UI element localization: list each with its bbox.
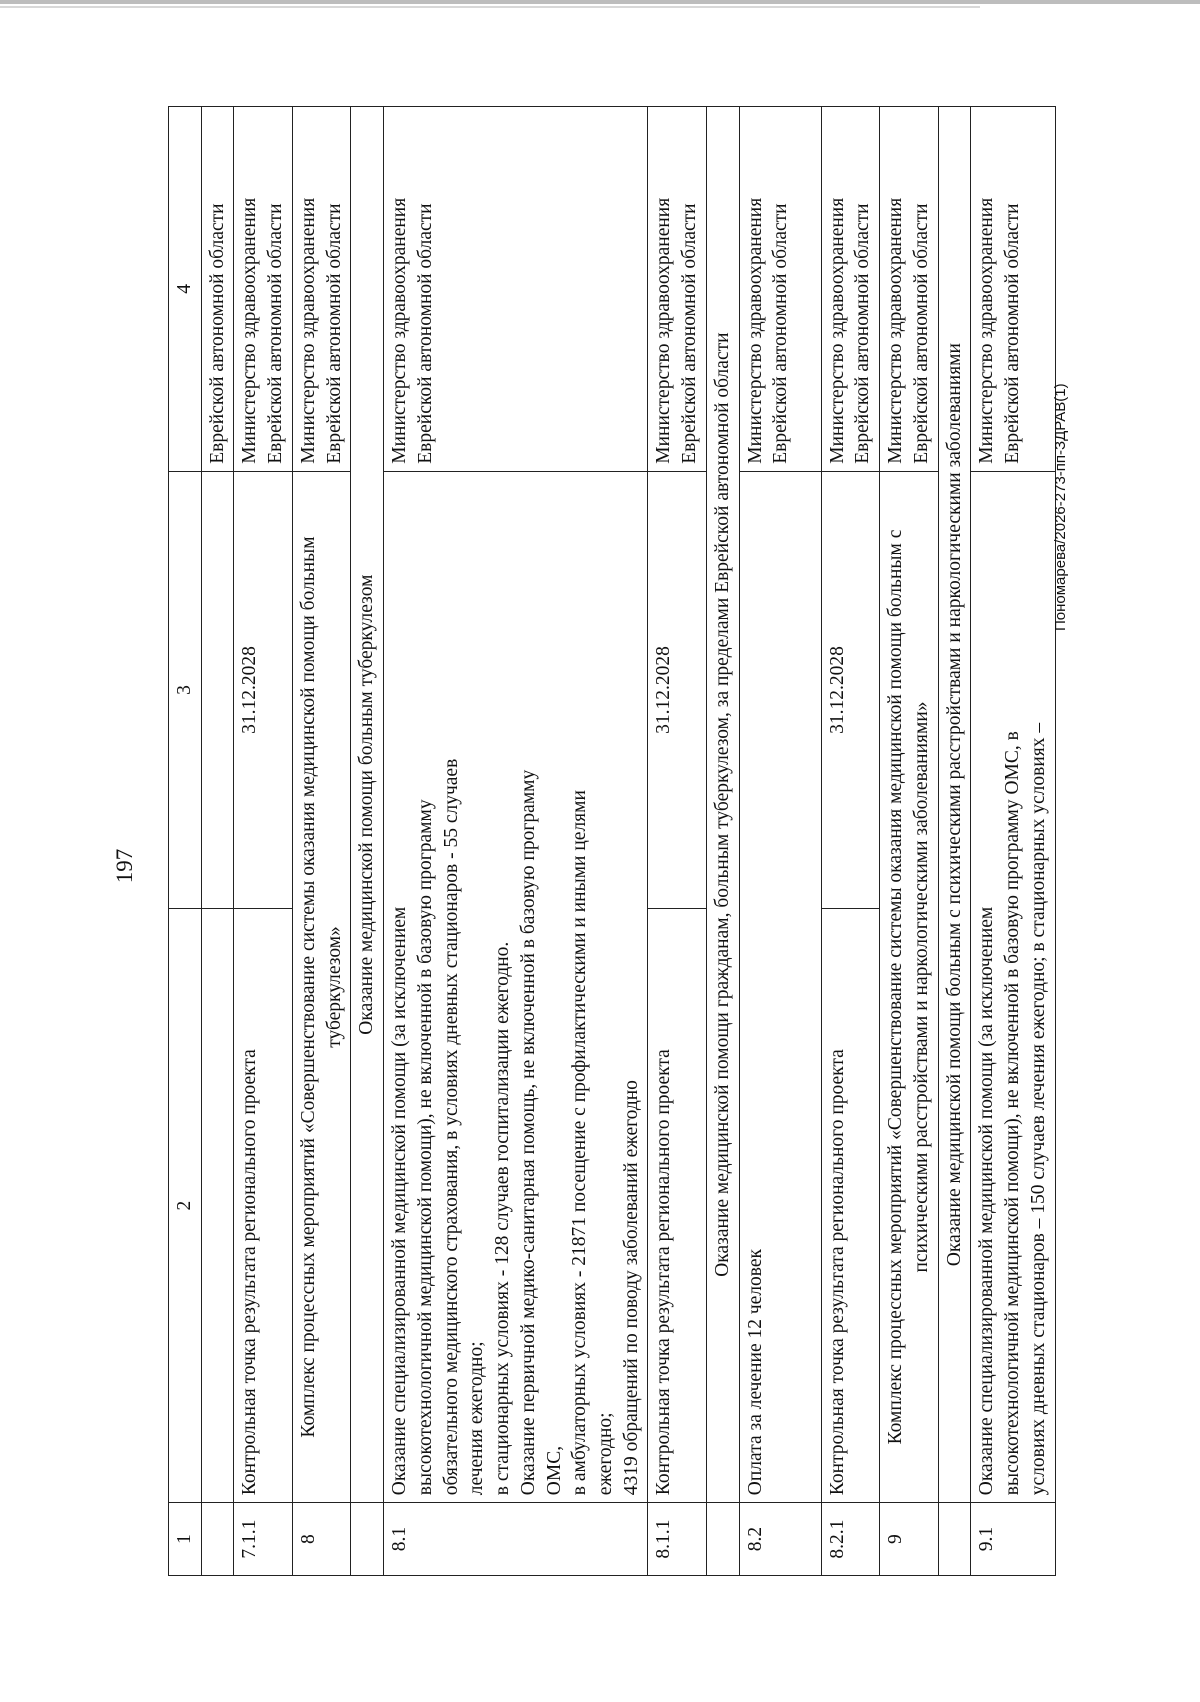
num-cell: 7.1.1 xyxy=(234,1503,292,1576)
date-cell xyxy=(201,471,234,908)
num-cell xyxy=(201,1503,234,1576)
num-cell: 8.1 xyxy=(384,1503,648,1576)
page-number: 197 xyxy=(112,848,137,884)
resp-cell: Еврейской автономной области xyxy=(201,107,234,472)
num-cell: 8.1.1 xyxy=(648,1503,706,1576)
text-cell: Контрольная точка результата регионального проекта xyxy=(648,909,706,1503)
table-row xyxy=(880,107,938,1576)
text-line: Оказание специализированной медицинской помощи (за исключением xyxy=(389,906,411,1496)
resp-cell: Министерство здравоохранения Еврейской автономной области xyxy=(739,107,821,472)
text-line: высокотехнологичной медицинской помощи), не включенной в базовую программу xyxy=(414,799,436,1496)
resp-cell: Министерство здравоохранения Еврейской автономной области xyxy=(292,107,350,472)
text-line: 4319 обращений по поводу заболеваний ежегодно xyxy=(620,1080,642,1496)
text-cell: Оплата за лечение 12 человек xyxy=(739,471,821,1502)
date-cell: 31.12.2028 xyxy=(821,471,879,908)
text-line: Оказание специализированной медицинской помощи (за исключением xyxy=(976,906,998,1496)
table-row xyxy=(292,107,350,1576)
table-row xyxy=(384,107,648,1576)
text-line: условиях дневных стационаров – 150 случаев лечения ежегодно; в стационарных условиях – xyxy=(1027,722,1049,1496)
section-row xyxy=(706,107,739,1576)
table-row xyxy=(234,107,292,1576)
num-cell: 8.2.1 xyxy=(821,1503,879,1576)
table-row xyxy=(971,107,1055,1576)
header-row xyxy=(169,107,202,1576)
resp-cell: Министерство здравоохранения Еврейской автономной области xyxy=(971,107,1055,472)
text-cell: Контрольная точка результата регионального проекта xyxy=(821,909,879,1503)
section-row xyxy=(938,107,971,1576)
resp-cell: Министерство здравоохранения Еврейской автономной области xyxy=(880,107,938,472)
section-title: Оказание медицинской помощи гражданам, больным туберкулезом, за пределами Еврейской автономной области xyxy=(706,107,739,1503)
header-cell: 4 xyxy=(169,107,202,472)
text-line: Оказание первичной медико-санитарная помощь, не включенной в базовую программу xyxy=(517,769,539,1496)
text-cell: Контрольная точка результата регионального проекта xyxy=(234,909,292,1503)
scan-edge xyxy=(0,6,980,8)
table-row xyxy=(648,107,706,1576)
section-title: Оказание медицинской помощи больным с психическими расстройствами и наркологическими заболеваниями xyxy=(938,107,971,1503)
table-row xyxy=(739,107,821,1576)
date-cell: 31.12.2028 xyxy=(234,471,292,908)
text-cell: Комплекс процессных мероприятий «Совершенствование системы оказания медицинской помощи больным туберкулезом» xyxy=(292,471,350,1502)
table-row xyxy=(821,107,879,1576)
text-line: ежегодно; xyxy=(595,1412,617,1496)
date-cell: 31.12.2028 xyxy=(648,471,706,908)
text-cell xyxy=(971,471,1055,1502)
header-cell: 3 xyxy=(169,471,202,908)
section-title: Оказание медицинской помощи больным туберкулезом xyxy=(351,107,384,1503)
resp-cell: Министерство здравоохранения Еврейской автономной области xyxy=(648,107,706,472)
num-cell: 8.2 xyxy=(739,1503,821,1576)
text-cell xyxy=(384,471,648,1502)
text-line: в стационарных условиях - 128 случаев госпитализации ежегодно. xyxy=(492,941,514,1496)
document-footer: Пономарева/2026-273-пп-ЗДРАВ(1) xyxy=(1052,383,1069,631)
resp-cell: Министерство здравоохранения Еврейской автономной области xyxy=(384,107,648,472)
text-cell: Комплекс процессных мероприятий «Совершенствование системы оказания медицинской помощи больным с психическими расстройствами и наркологическими заболеваниями» xyxy=(880,471,938,1502)
num-cell xyxy=(351,1503,384,1576)
text-line: высокотехнологичной медицинской помощи), не включенной в базовую программу ОМС, в xyxy=(1002,731,1024,1496)
num-cell: 9 xyxy=(880,1503,938,1576)
section-row xyxy=(351,107,384,1576)
program-table xyxy=(168,106,1056,1576)
text-line: ОМС, xyxy=(543,1445,565,1496)
text-cell xyxy=(201,909,234,1503)
rotated-page xyxy=(102,86,1090,1646)
header-cell: 1 xyxy=(169,1503,202,1576)
num-cell: 8 xyxy=(292,1503,350,1576)
header-cell: 2 xyxy=(169,909,202,1503)
text-line: обязательного медицинского страхования, в условиях дневных стационаров - 55 случаев xyxy=(440,758,462,1496)
resp-cell: Министерство здравоохранения Еврейской автономной области xyxy=(821,107,879,472)
resp-cell: Министерство здравоохранения Еврейской автономной области xyxy=(234,107,292,472)
text-line: лечения ежегодно; xyxy=(466,1341,488,1496)
table-row xyxy=(201,107,234,1576)
text-line: в амбулаторных условиях - 21871 посещение с профилактическими и иными целями xyxy=(569,790,591,1496)
num-cell xyxy=(938,1503,971,1576)
scan-edge xyxy=(0,0,1200,4)
num-cell: 9.1 xyxy=(971,1503,1055,1576)
num-cell xyxy=(706,1503,739,1576)
